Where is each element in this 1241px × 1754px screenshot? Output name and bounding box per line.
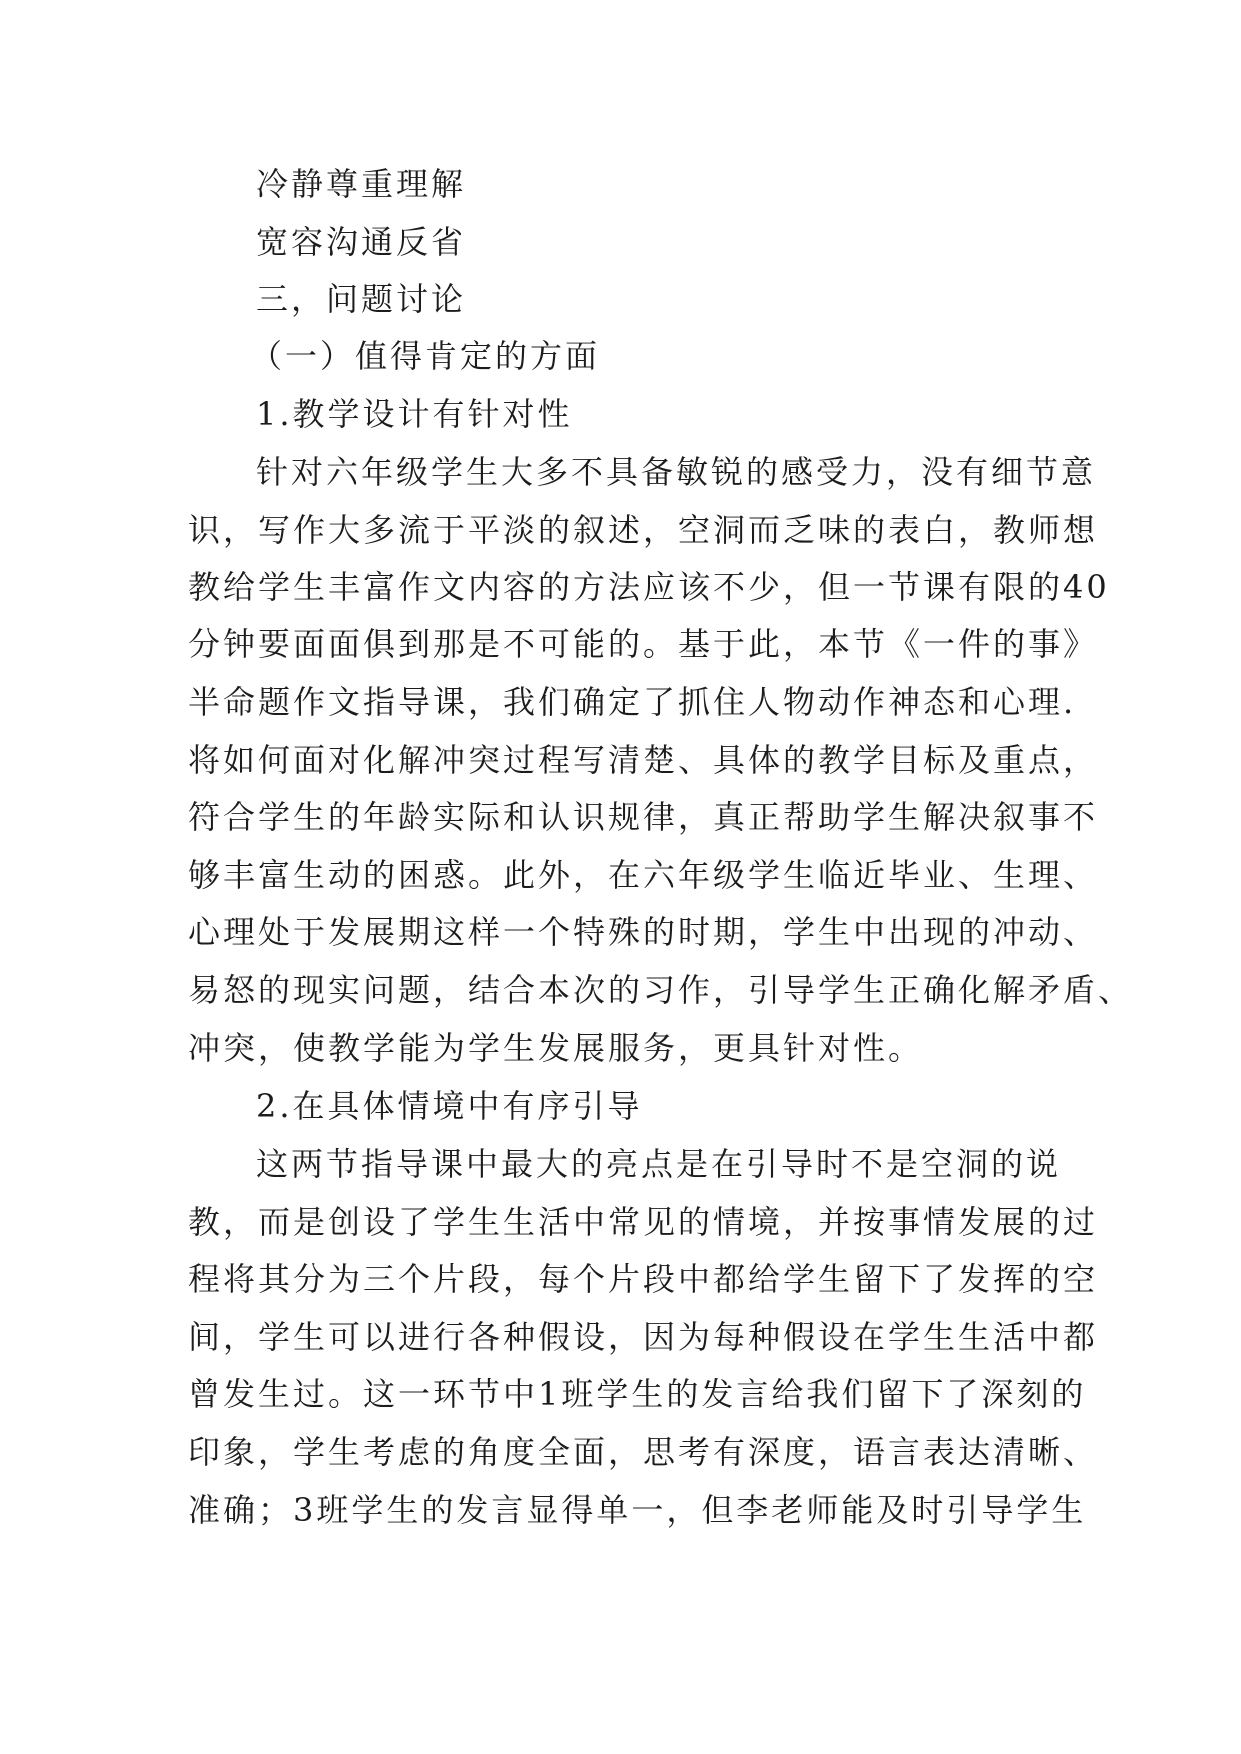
section-heading-3: 三，问题讨论 [256,280,467,318]
para1-line-3: 教给学生丰富作文内容的方法应该不少，但一节课有限的40 [188,568,1110,606]
para1-line-11: 冲突，使教学能为学生发展服务，更具针对性。 [188,1029,924,1067]
para2-line-2: 教，而是创设了学生生活中常见的情境，并按事情发展的过 [188,1203,1099,1241]
para1-line-4: 分钟要面面俱到那是不可能的。基于此，本节《一件的事》 [188,625,1099,663]
subsection-heading-1: （一）值得肯定的方面 [250,337,601,375]
point-heading-2: 2.在具体情境中有序引导 [256,1087,643,1125]
para2-line-6: 印象，学生考虑的角度全面，思考有深度，语言表达清晰、 [188,1433,1099,1471]
para2-line-1: 这两节指导课中最大的亮点是在引导时不是空洞的说 [256,1145,1062,1183]
para1-line-10: 易怒的现实问题，结合本次的习作，引导学生正确化解矛盾、 [188,971,1134,1009]
para1-line-1: 针对六年级学生大多不具备敏锐的感受力，没有细节意 [256,453,1097,491]
para2-line-3: 程将其分为三个片段，每个片段中都给学生留下了发挥的空 [188,1260,1099,1298]
keyword-line-2: 宽容沟通反省 [256,223,467,261]
point-heading-1: 1.教学设计有针对性 [256,395,573,433]
para1-line-7: 符合学生的年龄实际和认识规律，真正帮助学生解决叙事不 [188,798,1099,836]
para1-line-5: 半命题作文指导课，我们确定了抓住人物动作神态和心理. [188,683,1077,721]
para1-line-6: 将如何面对化解冲突过程写清楚、具体的教学目标及重点， [188,741,1099,779]
keyword-line-1: 冷静尊重理解 [256,165,467,203]
para2-line-5: 曾发生过。这一环节中1班学生的发言给我们留下了深刻的 [188,1375,1087,1413]
para1-line-2: 识，写作大多流于平淡的叙述，空洞而乏味的表白，教师想 [188,511,1099,549]
para1-line-9: 心理处于发展期这样一个特殊的时期，学生中出现的冲动、 [188,913,1099,951]
para1-line-8: 够丰富生动的困惑。此外，在六年级学生临近毕业、生理、 [188,856,1099,894]
para2-line-7: 准确；3班学生的发言显得单一，但李老师能及时引导学生 [188,1491,1087,1529]
para2-line-4: 间，学生可以进行各种假设，因为每种假设在学生生活中都 [188,1318,1099,1356]
